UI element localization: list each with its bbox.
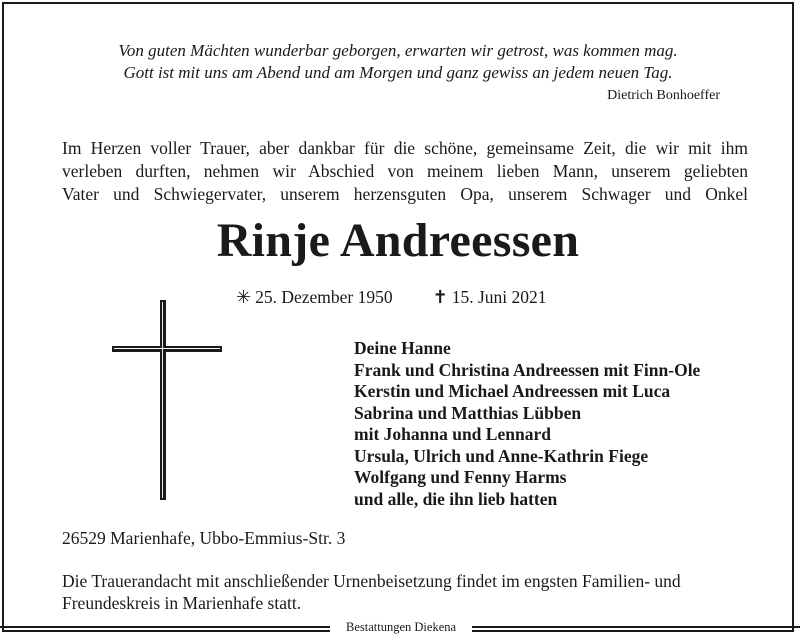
- intro-text: [62, 137, 748, 206]
- family-line: Frank und Christina Andreessen mit Finn-Ole: [354, 359, 701, 380]
- death-date: 15. Juni 2021: [451, 287, 547, 307]
- service-line: Die Trauerandacht mit anschließender Urnenbeisetzung findet im engsten Familien- und: [62, 571, 681, 591]
- address: 26529 Marienhafe, Ubbo-Emmius-Str. 3: [62, 528, 346, 548]
- family-line: Kerstin und Michael Andreessen mit Luca: [354, 381, 671, 401]
- intro-line: verleben durften, nehmen wir Abschied von meinem lieben Mann, unserem geliebten: [62, 161, 748, 181]
- death-cross-icon: ✝: [432, 287, 448, 307]
- deceased-name: Rinje Andreessen: [216, 214, 580, 267]
- obituary-frame: [2, 2, 794, 632]
- intro-line: Vater und Schwiegervater, unserem herzensguten Opa, unserem Schwager und Onkel: [62, 184, 748, 204]
- service-line: Freundeskreis in Marienhafe statt.: [62, 593, 302, 613]
- family-line: mit Johanna und Lennard: [354, 424, 551, 444]
- family-line: Sabrina und Matthias Lübben: [354, 402, 582, 423]
- quote-author: Dietrich Bonhoeffer: [607, 88, 720, 103]
- quote-line: Von guten Mächten wunderbar geborgen, erwarten wir getrost, was kommen mag.: [118, 41, 678, 60]
- funeral-home-credit: Bestattungen Diekena: [330, 619, 472, 635]
- service-notice: [62, 570, 752, 614]
- birth-star-icon: ✳: [236, 287, 252, 307]
- family-list: [354, 338, 700, 510]
- family-line: Deine Hanne: [354, 338, 451, 358]
- family-line: und alle, die ihn lieb hatten: [354, 488, 558, 509]
- quote-line: Gott ist mit uns am Abend und am Morgen und ganz gewiss an jedem neuen Tag.: [123, 63, 673, 82]
- life-dates: [236, 286, 547, 308]
- birth-date: 25. Dezember 1950: [255, 287, 393, 307]
- family-line: Wolfgang und Fenny Harms: [354, 467, 567, 487]
- cross-icon: [112, 300, 222, 502]
- intro-line: Im Herzen voller Trauer, aber dankbar für die schöne, gemeinsame Zeit, die wir mit ihm: [62, 138, 748, 158]
- family-line: Ursula, Ulrich und Anne-Kathrin Fiege: [354, 445, 649, 466]
- quote: [4, 40, 792, 84]
